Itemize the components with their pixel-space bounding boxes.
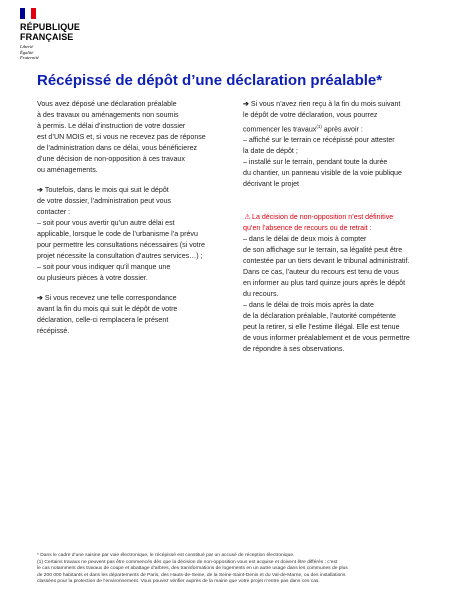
text-line: est d’UN MOIS et, si vous ne recevez pas de réponse [37,133,206,141]
marianne-flag-icon [20,8,36,19]
warning-icon: ⚠ [244,214,251,222]
warning-notice [243,212,423,234]
text-line: – dans le délai de trois mois après la date [243,301,374,310]
text-line [243,99,423,110]
footnote-line: classées pour la protection de l’environnement. Vous pouvez vérifier auprès de la mairie que votre projet n’entre pas dans ces cas. [37,579,320,585]
text-line: de répondre à ses observations. [243,345,345,354]
text-line: de l’administration dans ce délai, vous bénéficierez [37,144,198,152]
warning-text: La décision de non-opposition n’est définitive [252,213,394,222]
text-line: – affiché sur le terrain ce récépissé pour attester [243,136,395,145]
text-line: décrivant le projet [243,180,299,189]
footnote-line: de 200 000 habitants et dans les départements de Paris, des Hauts-de-Seine, de la Seine-Saint-Denis et du Val-de-Marne, ou des installations [37,572,346,578]
warning-line [243,212,423,223]
recourse-paragraph [243,234,423,355]
text-line: ou aménagements. [37,166,98,174]
text-line [37,185,217,196]
footnote-line: * Dans le cadre d’une saisine par voie électronique, le récépissé est constitué par un accusé de réception électronique. [37,553,295,558]
text-line: – soit pour vous indiquer qu’il manque une [37,263,171,271]
republique-francaise-logo [20,8,100,61]
text-line: d’une décision de non-opposition à ces travaux [37,155,185,163]
text-line: projet nécessite la consultation d’autres services…) ; [37,252,203,260]
left-column [37,99,217,346]
flag-red-stripe [31,8,36,19]
text-line: de son affichage sur le terrain, sa légalité peut être [243,246,403,255]
text-line: avant la fin du mois qui suit le dépôt de votre [37,305,178,313]
text-line: de votre dossier, l’administration peut vous [37,197,172,205]
contact-paragraph [37,185,217,284]
text-line: le dépôt de votre déclaration, vous pourrez [243,111,378,119]
arrow-right-icon: ➔ [243,100,251,108]
text-line: Vous avez déposé une déclaration préalable [37,100,177,108]
text-line: ou plusieurs pièces à votre dossier. [37,274,148,282]
text-line: Dans ce cas, l’auteur du recours est tenu de vous [243,268,399,277]
page-title: Récépissé de dépôt d’une déclaration préalable* [37,72,383,89]
text-line: peut la retirer, si elle l’estime illégal. Elle est tenue [243,323,400,332]
text-line: du recours. [243,290,279,299]
text-line: à permis. Le délai d’instruction de votre dossier [37,122,186,130]
text-line [243,121,423,135]
text-line: déclaration, celle-ci remplacera le présent [37,316,169,324]
motto-liberte: Liberté [20,44,34,49]
text-line: – soit pour vous avertir qu’un autre délai est [37,219,175,227]
right-column [243,99,423,364]
arrow-right-icon: ➔ [37,186,45,194]
text-line: à des travaux ou aménagements non soumis [37,111,179,119]
arrow-right-icon: ➔ [37,294,45,302]
text-line: contestée par un tiers devant le tribunal administratif. [243,257,410,266]
logo-line-1: RÉPUBLIQUE [20,22,81,32]
logo-motto [20,44,100,61]
text-line: – dans le délai de deux mois à compter [243,235,367,244]
text-line: – installé sur le terrain, pendant toute la durée [243,158,388,167]
text-line-content: Si vous recevez une telle correspondance [44,294,177,302]
text-line-content: commencer les travaux [243,125,317,134]
footnote-reference: (1) [316,124,322,129]
footnote-line: (1) Certains travaux ne peuvent pas être commencés dès que la décision de non-opposition vous est acquise et doivent être différés : c’est [37,559,338,565]
motto-fraternite: Fraternité [20,55,39,60]
text-line: en informer au plus tard quinze jours après le dépôt [243,279,406,288]
intro-paragraph [37,99,217,176]
warning-line: qu’en l’absence de recours ou de retrait : [243,224,372,233]
motto-egalite: Égalité [20,49,34,55]
text-line: récépissé. [37,327,70,335]
start-works-paragraph [243,99,423,190]
correspondence-paragraph [37,293,217,337]
text-line-content: Si vous n’avez rien reçu à la fin du mois suivant [250,100,401,108]
footnote-line: le cas notamment des travaux de coupe et abattage d’arbres, des transformations de logements en un autre usage dans les communes de plus [37,566,348,572]
text-line: de la déclaration préalable, l’autorité compétente [243,312,397,321]
text-line: de vous informer préalablement et de vous permettre [243,334,410,343]
text-line [37,293,217,304]
text-line-content: après avoir : [323,125,363,134]
text-line: pour permettre les consultations nécessaires (si votre [37,241,205,249]
text-line: contacter : [37,208,71,216]
footnotes [37,553,427,586]
text-line: applicable, lorsque le code de l’urbanisme l’a prévu [37,230,198,238]
text-line: du chantier, un panneau visible de la voie publique [243,169,402,178]
logo-line-2: FRANÇAISE [20,31,74,42]
text-line: la date de dépôt ; [243,147,298,156]
text-line-content: Toutefois, dans le mois qui suit le dépôt [44,186,169,194]
